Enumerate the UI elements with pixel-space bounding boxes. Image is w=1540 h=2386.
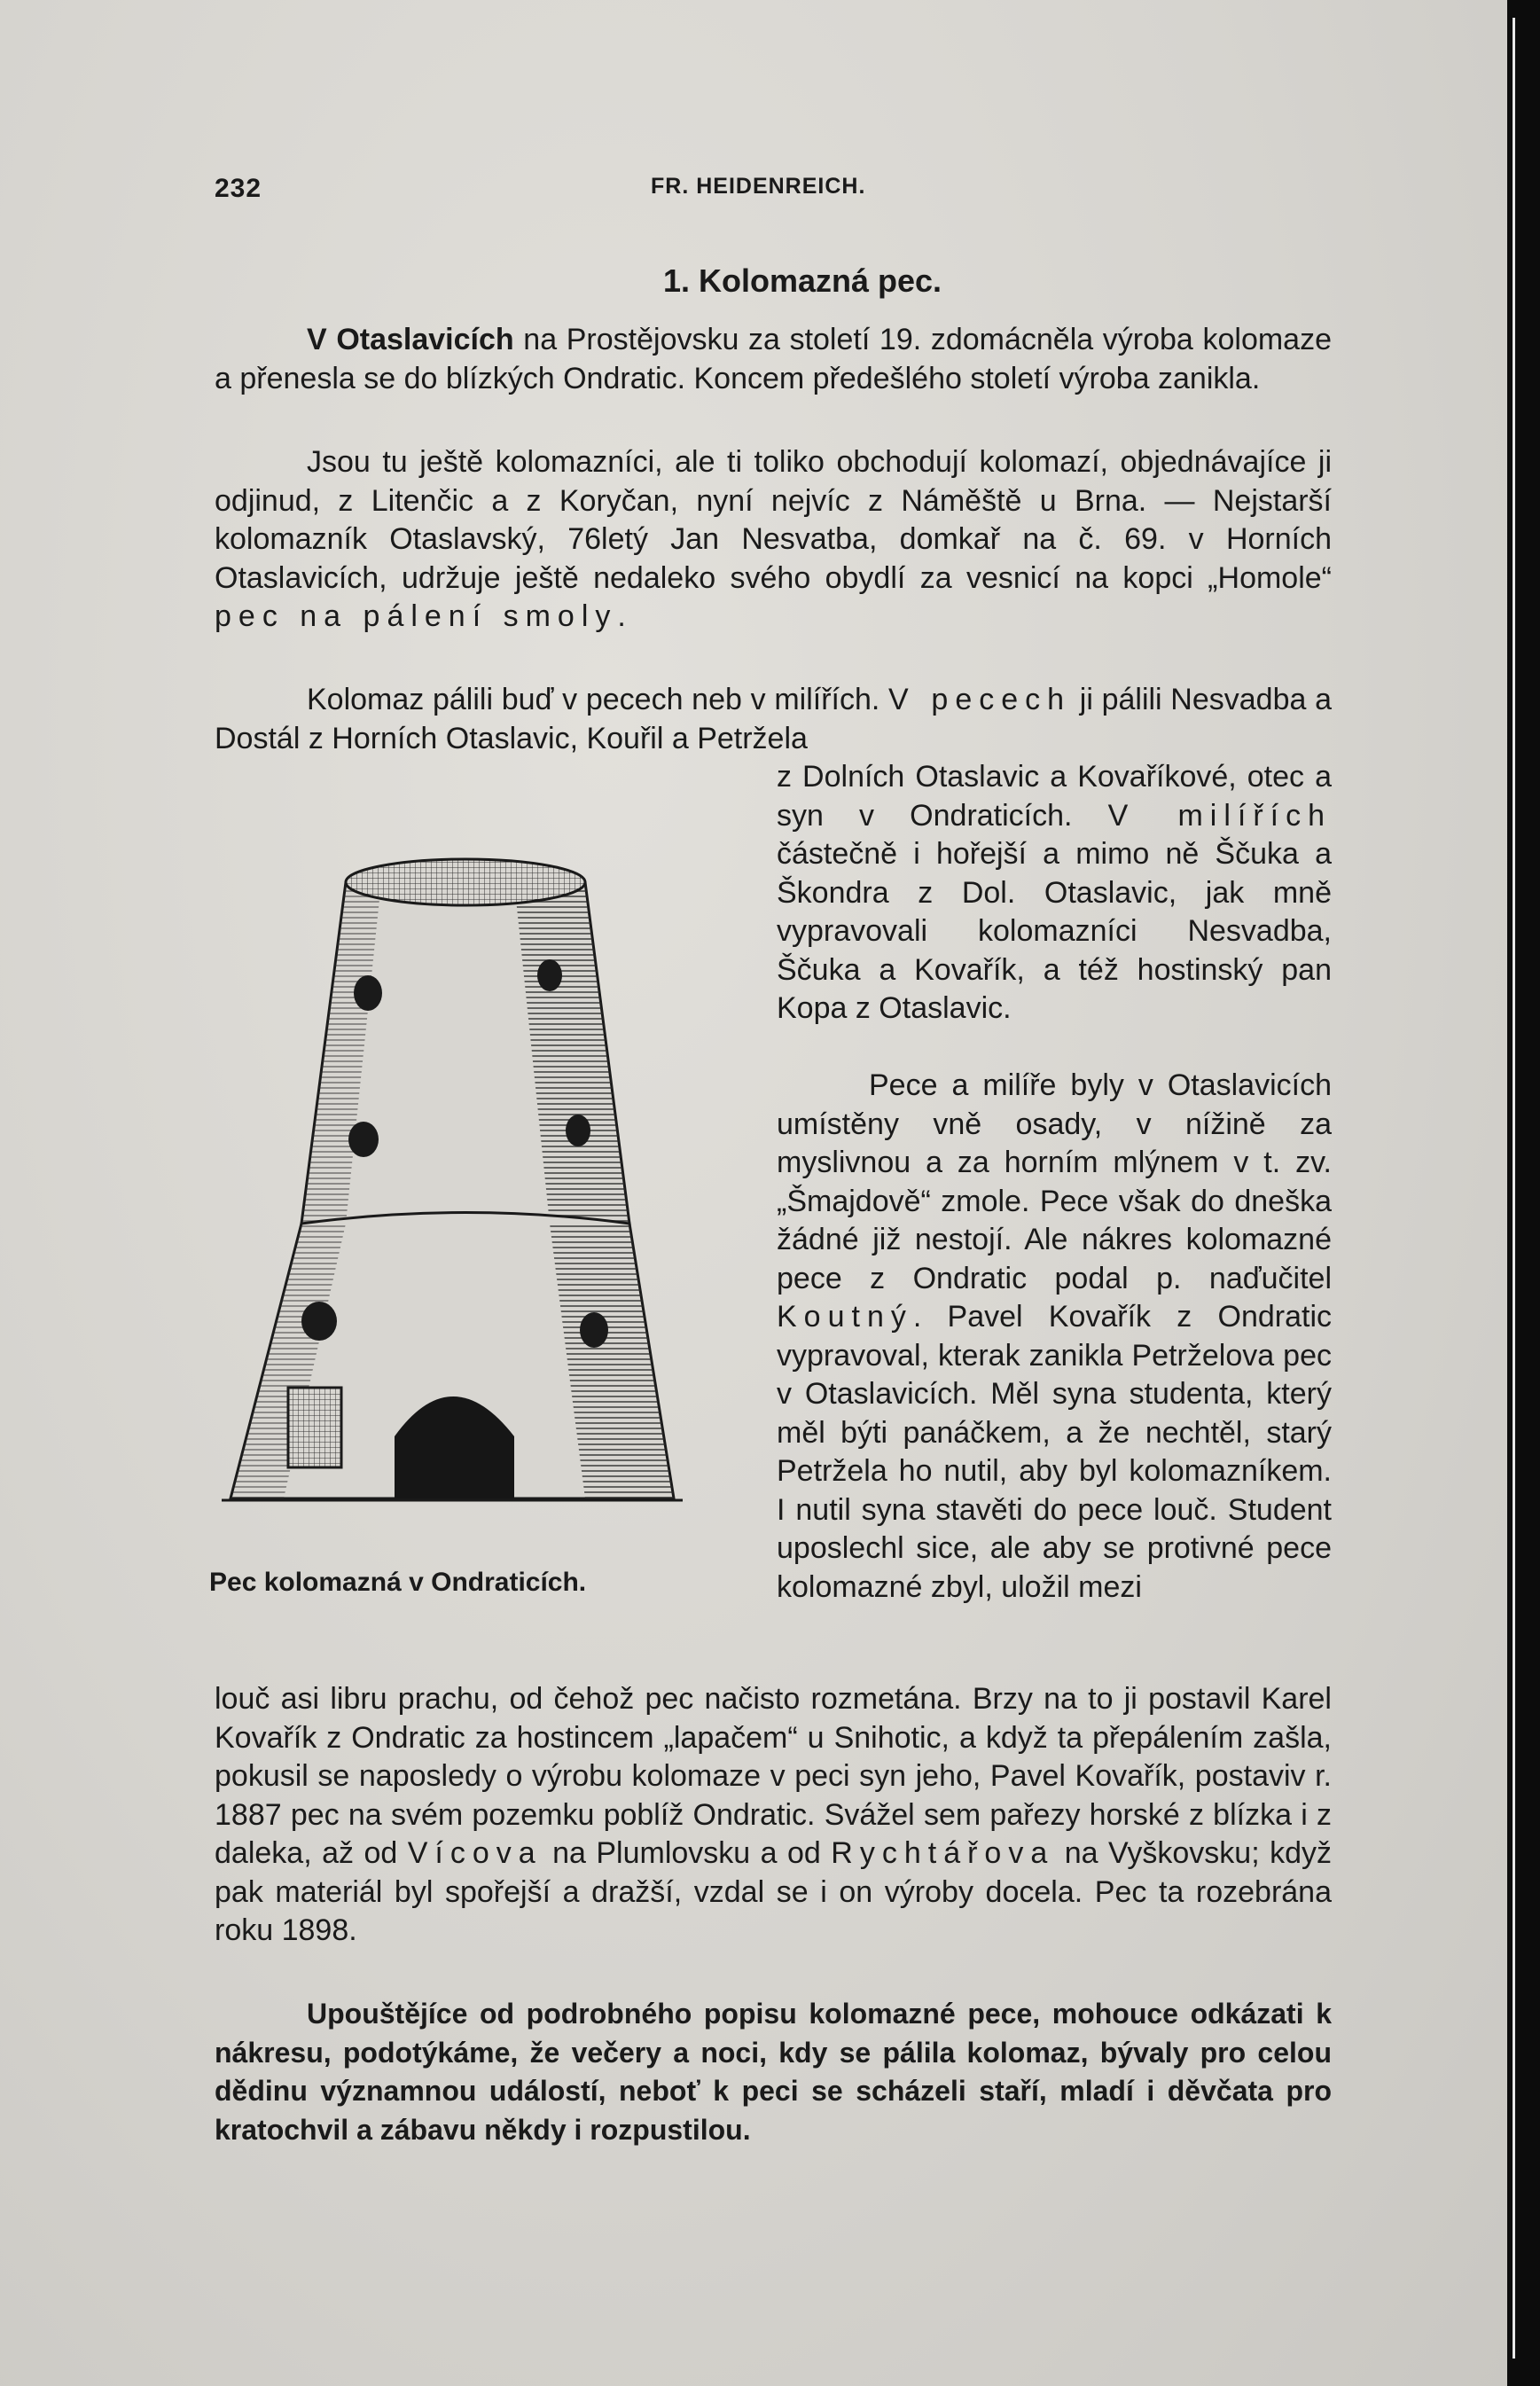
paragraph-3 [215, 681, 1332, 758]
vent-hole [580, 1312, 608, 1348]
running-head: FR. HEIDENREICH. [651, 174, 866, 199]
section-title [0, 262, 1507, 300]
kiln-window [288, 1388, 341, 1467]
paragraph-1 [215, 321, 1332, 398]
narrow-1-spaced: V milířích [1107, 798, 1332, 833]
paragraph-4-spaced-1: Vícova [407, 1836, 543, 1870]
narrow-column-2 [777, 1067, 1332, 1607]
paragraph-2-spaced: pec na pálení smoly [215, 599, 618, 633]
paragraph-3-text-a: Kolomaz pálili buď v pecech neb v milířích. [307, 683, 889, 716]
page-number: 232 [215, 174, 262, 203]
section-title-text: 1. Kolomazná pec. [662, 262, 942, 299]
paragraph-4-text-c: na Vyškovsku; když pak materiál byl spořejší a dražší, vzdal se i on výroby docela. Pec ta rozebrána roku 1898. [215, 1836, 1332, 1947]
vent-hole [566, 1115, 590, 1146]
narrow-2-spaced: Koutný [777, 1300, 913, 1334]
paragraph-5: Upouštějíce od podrobného popisu kolomazné pece, mohouce odkázati k nákresu, podotýkáme, že večery a noci, kdy se pálila kolomaz, bývaly pro celou dědinu významnou událostí, neboť k peci se scházeli staří, mladí i děvčata pro kratochvil a zábavu někdy i rozpustilou. [215, 1998, 1332, 2146]
paragraph-4 [215, 1680, 1332, 1951]
paragraph-4-spaced-2: Rychtářova [831, 1836, 1055, 1870]
paragraph-4-text-b: na Plumlovsku a od [542, 1836, 832, 1870]
vent-hole [301, 1302, 337, 1341]
vent-hole [537, 959, 562, 991]
paragraph-2 [215, 443, 1332, 637]
narrow-2-text-b: . Pavel Kovařík z Ondratic vypravoval, kterak zanikla Petrželova pec v Otaslavicích. Měl syna studenta, který měl býti panáčkem, a že nechtěl, starý Petržela ho nutil, aby byl kolomazníkem. I nutil syna stavěti do pece louč. Student uposlechl sice, ale aby se protivné pece kolomazné zbyl, uložil mezi [777, 1300, 1332, 1604]
vent-hole [354, 975, 382, 1011]
kiln-top-opening [346, 859, 585, 905]
paragraph-2-text: Jsou tu ještě kolomazníci, ale ti toliko obchodují kolomazí, objednávajíce ji odjinud, z Litenčic a z Koryčan, nyní nejvíc z Náměště u Brna. — Nejstarší kolomazník Otaslavský, 76letý Jan Nesvatba, domkař na č. 69. v Horních Otaslavicích, udržuje ještě nedaleko svého obydlí za vesnicí na kopci „Homole“ [215, 445, 1332, 595]
vent-hole [348, 1122, 379, 1157]
page-header [215, 174, 924, 209]
figure-caption: Pec kolomazná v Ondraticích. [209, 1568, 587, 1597]
paragraph-3-spaced: V pecech [888, 683, 1072, 716]
paragraph-3-text-b: ji pálili Nesvadba a Dostál z Horních Otaslavic, Kouřil a Petržela [215, 683, 1333, 755]
place-name-bold: V Otaslavicích [307, 323, 514, 356]
kiln-illustration [213, 798, 745, 1561]
paragraph-4-text-a: louč asi libru prachu, od čehož pec načisto rozmetána. Brzy na to ji postavil Karel Kovařík z Ondratic za hostincem „lapačem“ u Snihotic, a když ta přepálením zašla, pokusil se naposledy o výrobu kolomaze v peci syn jeho, Pavel Kovařík, postaviv r. 1887 pec na svém pozemku poblíž Ondratic. Svážel sem pařezy horské z blízka i z daleka, až od [215, 1682, 1332, 1870]
narrow-1-text-a: z Dolních Otaslavic a Kovaříkové, otec a syn v Ondraticích. [777, 760, 1332, 833]
scan-border-line [1513, 18, 1515, 2359]
paragraph-1-text: na Prostějovsku za století 19. zdomácněla výroba kolomaze a přenesla se do blízkých Ondratic. Koncem předešlého století výroba zanikla. [215, 323, 1332, 395]
narrow-2-text-a: Pece a milíře byly v Otaslavicích umístěny vně osady, v nížině za myslivnou a za horním mlýnem v t. zv. „Šmajdově“ zmole. Pece však do dneška žádné již nestojí. Ale nákres kolomazné pece z Ondratic podal p. naďučitel [777, 1068, 1332, 1295]
narrow-column-1 [777, 758, 1332, 1029]
narrow-1-text-b: částečně i hořejší a mimo ně Ščuka a Škondra z Dol. Otaslavic, jak mně vypravovali kolomazníci Nesvadba, Ščuka a Kovařík, a též hostinský pan Kopa z Otaslavic. [777, 837, 1332, 1025]
paragraph-2-end: . [617, 599, 626, 633]
